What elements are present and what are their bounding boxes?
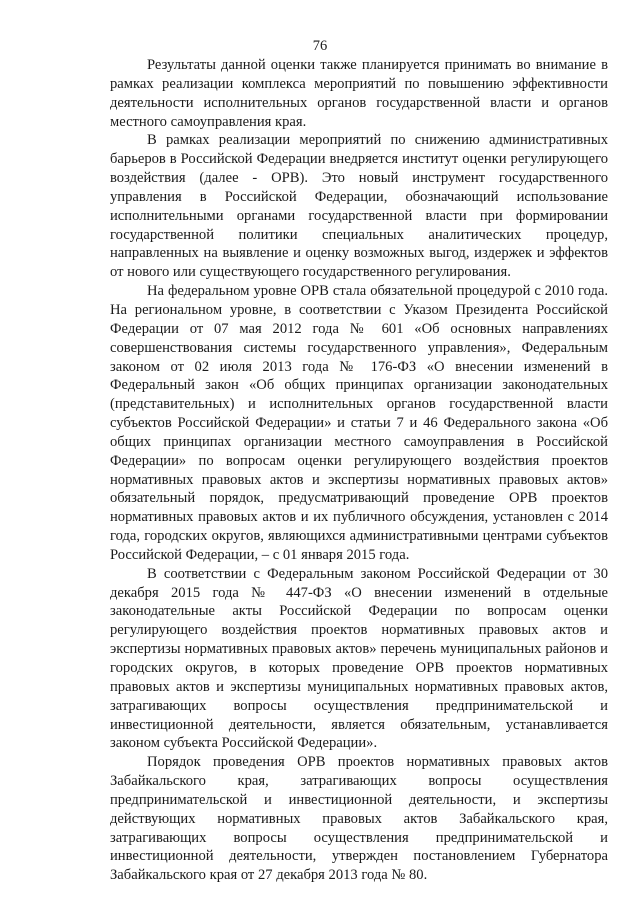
- document-body: [110, 56, 608, 885]
- page-number: 76: [312, 38, 328, 54]
- paragraph-1: Результаты данной оценки также планируется принимать во внимание в рамках реализации комплекса мероприятий по повышению эффективности деятельности исполнительных органов государственной власти и органов местного самоуправления края.: [110, 57, 608, 130]
- paragraph-4: В соответствии с Федеральным законом Российской Федерации от 30 декабря 2015 года № 447-ФЗ «О внесении изменений в отдельные законодательные акты Российской Федерации по вопросам оценки регулирующего воздействия проектов нормативных правовых актов и экспертизы нормативных правовых актов» перечень муниципальных районов и городских округов, в которых проведение ОРВ проектов нормативных правовых актов и экспертизы муниципальных нормативных правовых актов, затрагивающих вопросы осуществления предпринимательской и инвестиционной деятельности, является обязательным, устанавливается законом субъекта Российской Федерации».: [110, 565, 608, 752]
- paragraph-2: В рамках реализации мероприятий по снижению административных барьеров в Российской Федерации внедряется институт оценки регулирующего воздействия (далее - ОРВ). Это новый инструмент государственного управления в Российской Федерации, обозначающий использование исполнительными органами государственной власти при формировании государственной политики специальных аналитических процедур, направленных на выявление и оценку возможных выгод, издержек и эффектов от нового или существующего государственного регулирования.: [110, 132, 608, 281]
- paragraph-5: Порядок проведения ОРВ проектов нормативных правовых актов Забайкальского края, затрагивающих вопросы осуществления предпринимательской и инвестиционной деятельности, и экспертизы действующих нормативных правовых актов Забайкальского края, затрагивающих вопросы осуществления предпринимательской и инвестиционной деятельности, утвержден постановлением Губернатора Забайкальского края от 27 декабря 2013 года № 80.: [110, 754, 608, 884]
- paragraph-3: На федеральном уровне ОРВ стала обязательной процедурой с 2010 года. На региональном уровне, в соответствии с Указом Президента Российской Федерации от 07 мая 2012 года № 601 «Об основных направлениях совершенствования системы государственного управления», Федеральным законом от 02 июля 2013 года № 176-ФЗ «О внесении изменений в Федеральный закон «Об общих принципах организации законодательных (представительных) и исполнительных органов государственной власти субъектов Российской Федерации» и статьи 7 и 46 Федерального закона «Об общих принципах организации местного самоуправления в Российской Федерации» по вопросам оценки регулирующего воздействия проектов нормативных правовых актов и экспертизы нормативных правовых актов» обязательный порядок, предусматривающий проведение ОРВ проектов нормативных правовых актов и их публичного обсуждения, установлен с 2014 года, городских округов, являющихся административными центрами субъектов Российской Федерации, – с 01 января 2015 года.: [110, 283, 608, 563]
